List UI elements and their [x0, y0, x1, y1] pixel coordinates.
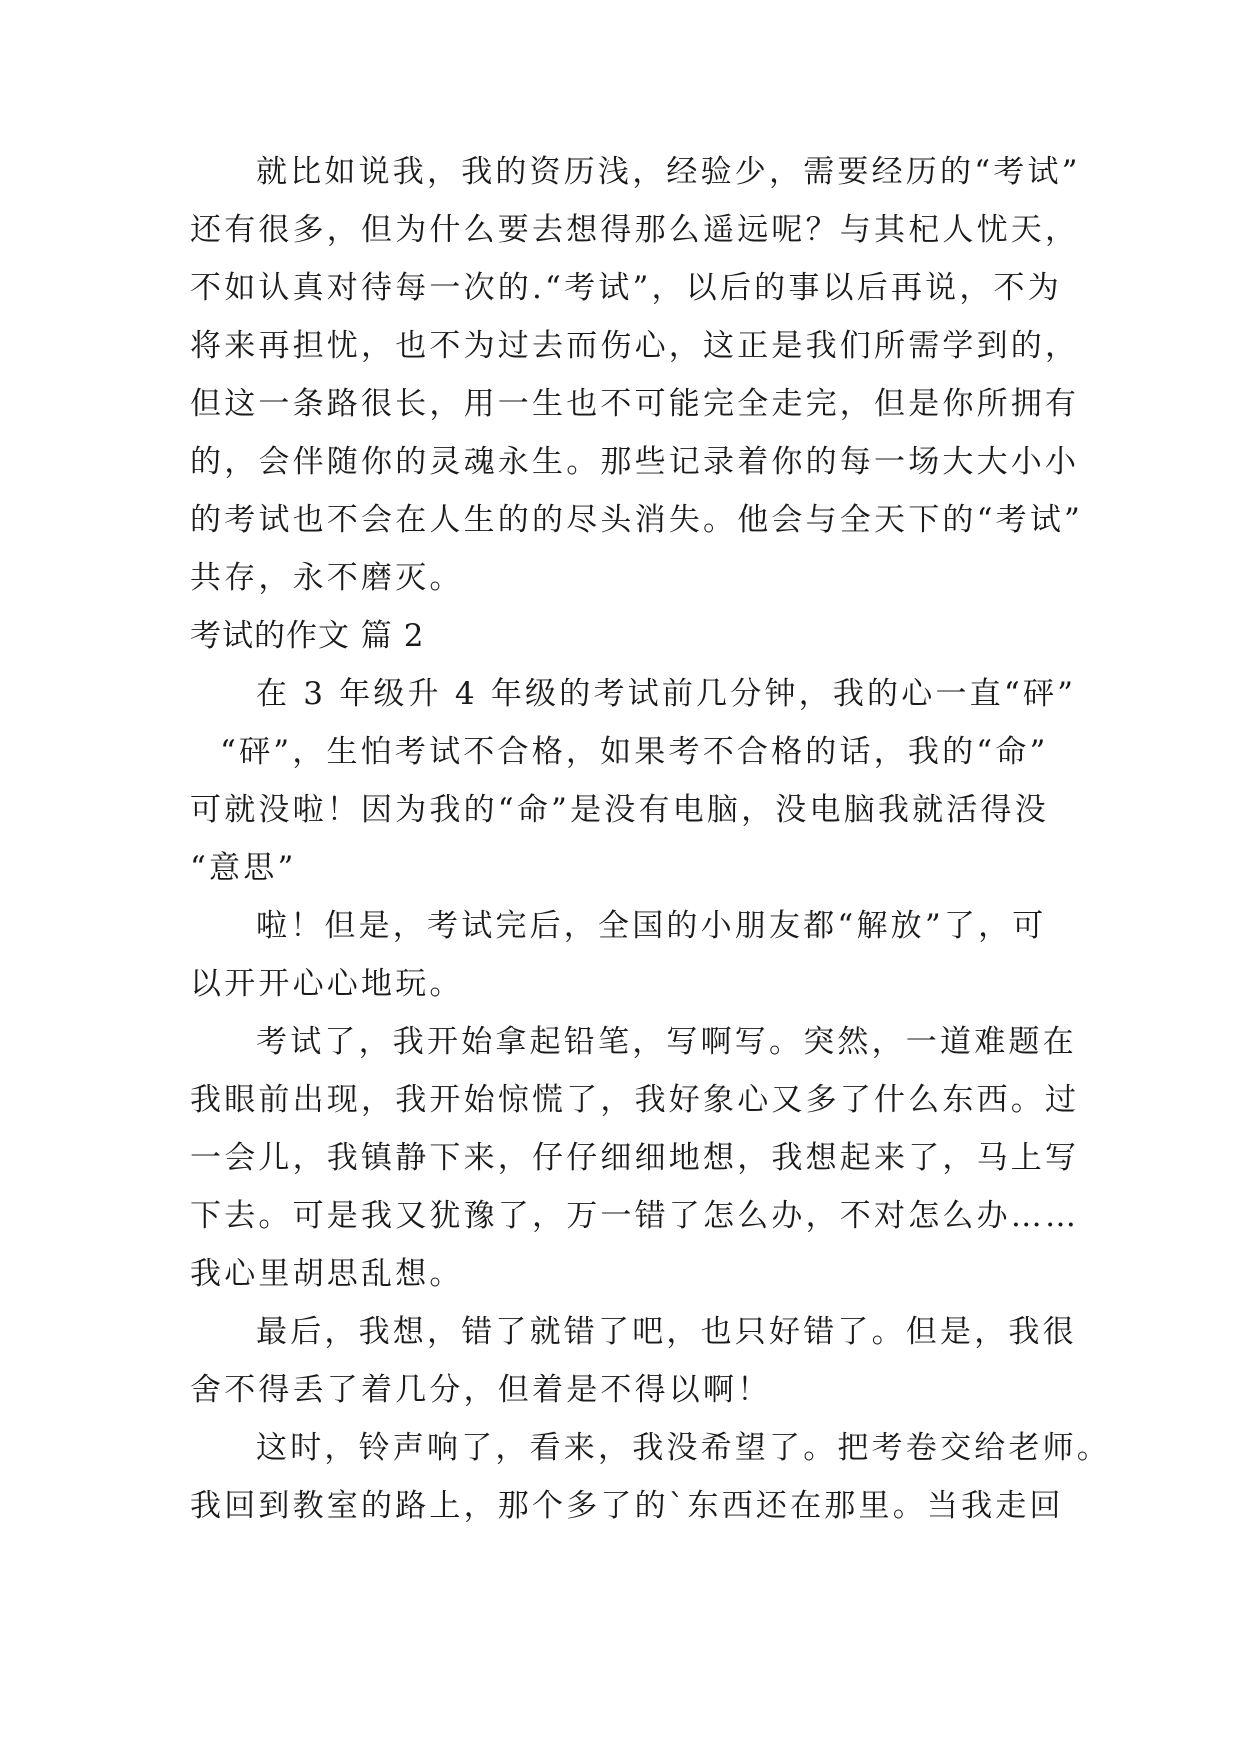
paragraph-line: 将来再担忧，也不为过去而伤心，这正是我们所需学到的， — [190, 328, 1080, 364]
paragraph-line: 我眼前出现，我开始惊慌了，我好象心又多了什么东西。过 — [190, 1082, 1080, 1118]
paragraph-line: “意思” — [190, 850, 297, 886]
paragraph-line: 一会儿，我镇静下来，仔仔细细地想，我想起来了，马上写 — [190, 1140, 1080, 1176]
paragraph-line: 还有很多，但为什么要去想得那么遥远呢？与其杞人忧天， — [190, 212, 1080, 248]
paragraph-line: 但这一条路很长，用一生也不可能完全走完，但是你所拥有 — [190, 386, 1080, 422]
paragraph-line: 舍不得丢了着几分，但着是不得以啊！ — [190, 1372, 772, 1408]
paragraph-line: 最后，我想，错了就错了吧，也只好错了。但是，我很 — [256, 1314, 1077, 1350]
paragraph-line: 共存，永不磨灭。 — [190, 560, 464, 596]
paragraph-line: 不如认真对待每一次的.“考试”，以后的事以后再说，不为 — [190, 270, 1062, 306]
paragraph-line: 考试了，我开始拿起铅笔，写啊写。突然，一道难题在 — [256, 1024, 1077, 1060]
paragraph-line: “砰”，生怕考试不合格，如果考不合格的话，我的“命” — [220, 734, 1049, 770]
paragraph-line: 下去。可是我又犹豫了，万一错了怎么办，不对怎么办…… — [190, 1198, 1080, 1234]
paragraph-line: 在 3 年级升 4 年级的考试前几分钟，我的心一直“砰” — [256, 676, 1077, 712]
paragraph-line: 这时，铃声响了，看来，我没希望了。把考卷交给老师。 — [256, 1430, 1111, 1466]
paragraph-line: 的考试也不会在人生的的尽头消失。他会与全天下的“考试” — [190, 502, 1084, 538]
paragraph-line: 可就没啦！因为我的“命”是没有电脑，没电脑我就活得没 — [190, 792, 1049, 828]
paragraph-line: 的，会伴随你的灵魂永生。那些记录着你的每一场大大小小 — [190, 444, 1080, 480]
paragraph-line: 我回到教室的路上，那个多了的`东西还在那里。当我走回 — [190, 1488, 1064, 1524]
paragraph-line: 就比如说我，我的资历浅，经验少，需要经历的“考试” — [256, 154, 1081, 190]
paragraph-line: 啦！但是，考试完后，全国的小朋友都“解放”了，可 — [256, 908, 1047, 944]
paragraph-line: 以开开心心地玩。 — [190, 966, 464, 1002]
paragraph-line: 我心里胡思乱想。 — [190, 1256, 464, 1292]
section-heading: 考试的作文 篇 2 — [190, 618, 425, 654]
